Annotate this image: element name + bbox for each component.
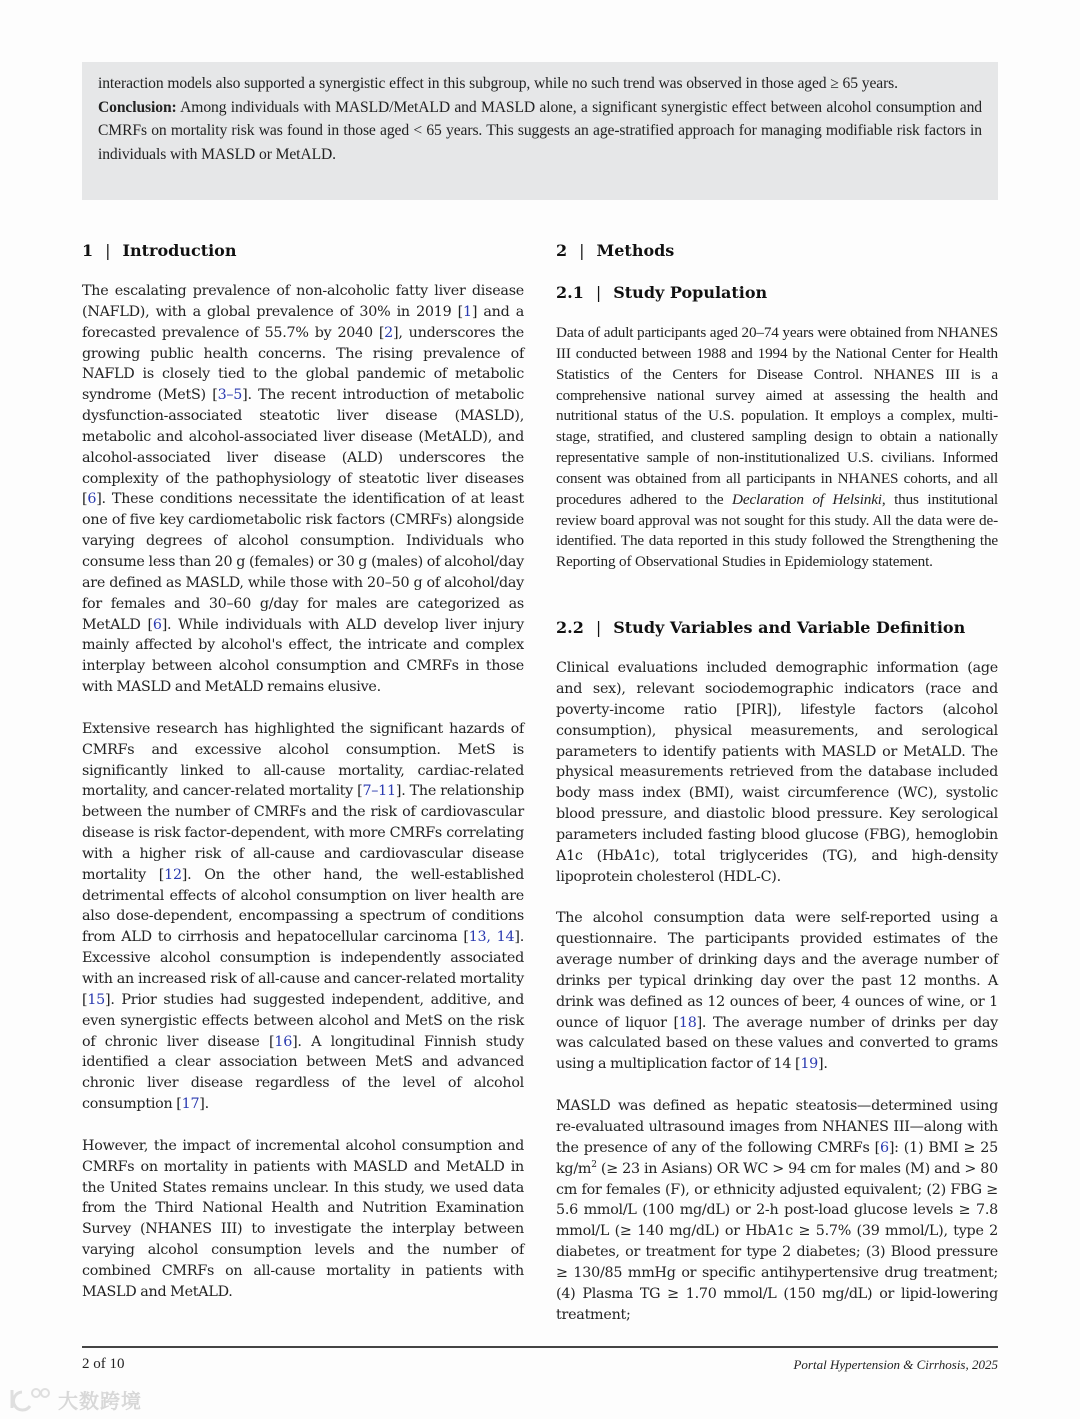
left-column: [82, 238, 524, 1303]
reference-link[interactable]: 12: [164, 866, 182, 883]
paragraph: Extensive research has highlighted the significant hazards of CMRFs and excessive alcohol consumption. MetS is significantly linked to all-cause mortality, cardiac-related mortality, and cancer-related mortality [7–11]. The relationship between the number of CMRFs and the risk of cardiovascular disease is risk factor-dependent, with more CMRFs correlating with a higher risk of all-cause and cardiovascular disease mortality [12]. On the other hand, the well-established detrimental effects of alcohol consumption on liver health are also dose-dependent, encompassing a spectrum of conditions from ALD to cirrhosis and hepatocellular carcinoma [13, 14]. Excessive alcohol consumption is independently associated with an increased risk of all-cause and cancer-related mortality [15]. Prior studies had suggested independent, additive, and even synergistic effects between alcohol and MetS on the risk of chronic liver disease [16]. A longitudinal Finnish study identified a clear association between MetS and advanced chronic liver disease regardless of the level of alcohol consumption [17].: [82, 720, 525, 1113]
italic-text: Declaration of Helsinki: [732, 490, 882, 508]
reference-link[interactable]: 7–11: [362, 783, 396, 800]
reference-link[interactable]: 17: [181, 1096, 200, 1113]
footer-rule: [82, 1346, 998, 1348]
study-variables-body: [556, 658, 998, 1325]
section-number: 2: [556, 241, 568, 260]
reference-link[interactable]: 6: [87, 491, 97, 508]
section-number: 2.1: [556, 283, 584, 302]
abstract-results-tail: interaction models also supported a synergistic effect in this subgroup, while no such trend was observed in those aged ≥ 65 years.: [98, 75, 898, 92]
reference-link[interactable]: 1: [463, 303, 472, 320]
section-title: Introduction: [122, 241, 237, 260]
paragraph: Clinical evaluations included demographic information (age and sex), relevant sociodemographic indicators (race and poverty-income ratio [PIR]), lifestyle factors (alcohol consumption), physical measurements, and serological parameters to identify patients with MASLD or MetALD. The physical measurements retrieved from the database included body mass index (BMI), waist circumference (WC), systolic blood pressure, and diastolic blood pressure. Key serological parameters included fasting blood glucose (FBG), hemoglobin A1c (HbA1c), total triglycerides (TG), and high-density lipoprotein cholesterol (HDL-C).: [556, 660, 998, 885]
paragraph: The alcohol consumption data were self-reported using a questionnaire. The participants provided estimates of the average number of drinking days and the average number of drinks per typical drinking day over the past 12 months. A drink was defined as 12 ounces of beer, 4 ounces of wine, or 1 ounce of liquor [18]. The average number of drinks per day was calculated based on these values and converted to grams using a multiplication factor of 14 [19].: [556, 910, 998, 1073]
journal-citation: Portal Hypertension & Cirrhosis, 2025: [793, 1357, 998, 1372]
superscript: 2: [591, 1159, 597, 1170]
paragraph: Data of adult participants aged 20–74 years were obtained from NHANES III conducted between 1988 and 1994 by the National Center for Health Statistics of the Centers for Disease Control. NHANES III is a comprehensive national survey aimed at assessing the health and nutritional status of the U.S. population. It employs a complex, multi-stage, stratified, and clustered sampling design to obtain a nationally representative sample of non-institutionalized U.S. civilians. Informed consent was obtained from all participants in NHANES cohorts, and all procedures adhered to the Declaration of Helsinki, thus institutional review board approval was not sought for this study. All the data were de-identified. The data reported in this study followed the Strengthening the Reporting of Observational Studies in Epidemiology statement.: [556, 324, 998, 571]
page-number: 2 of 10: [82, 1356, 125, 1372]
section-number: 1: [82, 241, 94, 260]
section-separator: |: [579, 241, 585, 260]
right-column: [556, 238, 998, 1325]
section-separator: |: [595, 618, 602, 638]
section-heading-methods: [556, 238, 998, 264]
watermark: [8, 1384, 142, 1414]
reference-link[interactable]: 3–5: [217, 387, 243, 404]
section-heading-introduction: [82, 238, 524, 264]
paragraph: MASLD was defined as hepatic steatosis—determined using re-evaluated ultrasound images from NHANES III—along with the presence of any of the following CMRFs [6]: (1) BMI ≥ 25 $kg/m^2$ (≥ 23 in Asians) OR WC > 94 cm for males (M) and > 80 cm for females (F), or ethnicity adjusted equivalent; (2) FBG ≥ 5.6 mmol/L (100 mg/dL) or 2-h post-load glucose levels ≥ 7.8 mmol/L (≥ 140 mg/dL) or HbA1c ≥ 5.7% (39 mmol/L), type 2 diabetes, or treatment for type 2 diabetes; (3) Blood pressure ≥ 130/85 mmHg or specific antihypertensive drug treatment; (4) Plasma TG ≥ 1.70 mmol/L (150 mg/dL) or lipid-lowering treatment;: [556, 1098, 998, 1323]
reference-link[interactable]: 15: [87, 991, 106, 1008]
introduction-body: [82, 281, 524, 1303]
reference-link[interactable]: 19: [800, 1056, 819, 1073]
reference-link[interactable]: 16: [274, 1033, 293, 1050]
reference-link[interactable]: 6: [879, 1139, 889, 1156]
watermark-text: 大数跨境: [58, 1388, 142, 1413]
conclusion-label: Conclusion:: [98, 98, 177, 116]
reference-link[interactable]: 18: [678, 1014, 697, 1031]
reference-link[interactable]: 2: [384, 324, 394, 341]
section-title: Study Population: [613, 283, 768, 302]
section-separator: |: [595, 283, 602, 302]
watermark-logo-icon: [8, 1386, 52, 1412]
reference-link[interactable]: 13, 14: [468, 929, 515, 946]
study-population-body: [556, 323, 998, 573]
abstract-conclusion: [98, 96, 982, 167]
reference-link[interactable]: 6: [152, 616, 162, 633]
paragraph: The escalating prevalence of non-alcoholic fatty liver disease (NAFLD), with a global prevalence of 30% in 2019 [1] and a forecasted prevalence of 55.7% by 2040 [2], underscores the growing public health concerns. The rising prevalence of NAFLD is closely tied to the global pandemic of metabolic syndrome (MetS) [3–5]. The recent introduction of metabolic dysfunction-associated steatotic liver disease (MASLD), metabolic and alcohol-associated liver disease (MetALD), and alcohol-associated liver disease (ALD) underscores the complexity of the pathophysiology of steatotic liver diseases [6]. These conditions necessitate the identification of at least one of five key cardiometabolic risk factors (CMRFs) alongside varying degrees of alcohol consumption. Individuals who consume less than 20 g (females) or 30 g (males) of alcohol/day are defined as MASLD, while those with 20–50 g of alcohol/day for females and 30–60 g/day for males are categorized as MetALD [6]. While individuals with ALD develop liver injury mainly affected by alcohol's effect, the intricate and complex interplay between alcohol consumption and CMRFs in those with MASLD and MetALD remains elusive.: [82, 283, 525, 696]
conclusion-text: Among individuals with MASLD/MetALD and MASLD alone, a significant synergistic effect between alcohol consumption and CMRFs on mortality risk was found in those aged < 65 years. This suggests an age-stratified approach for managing modifiable risk factors in individuals with MASLD or MetALD.: [98, 98, 982, 163]
section-heading-study-variables: [556, 615, 998, 641]
paragraph: However, the impact of incremental alcohol consumption and CMRFs on mortality in patients with MASLD and MetALD in the United States remains unclear. In this study, we used data from the Third National Health and Nutrition Examination Survey (NHANES III) to investigate the interplay between varying alcohol consumption levels and the number of combined CMRFs on all-cause mortality in patients with MASLD and MetALD.: [82, 1137, 524, 1300]
abstract-box: [82, 62, 998, 200]
section-number: 2.2: [556, 618, 584, 638]
section-heading-study-population: [556, 280, 998, 306]
section-title: Study Variables and Variable Definition: [613, 618, 966, 638]
section-separator: |: [105, 241, 111, 260]
section-title: Methods: [596, 241, 675, 260]
